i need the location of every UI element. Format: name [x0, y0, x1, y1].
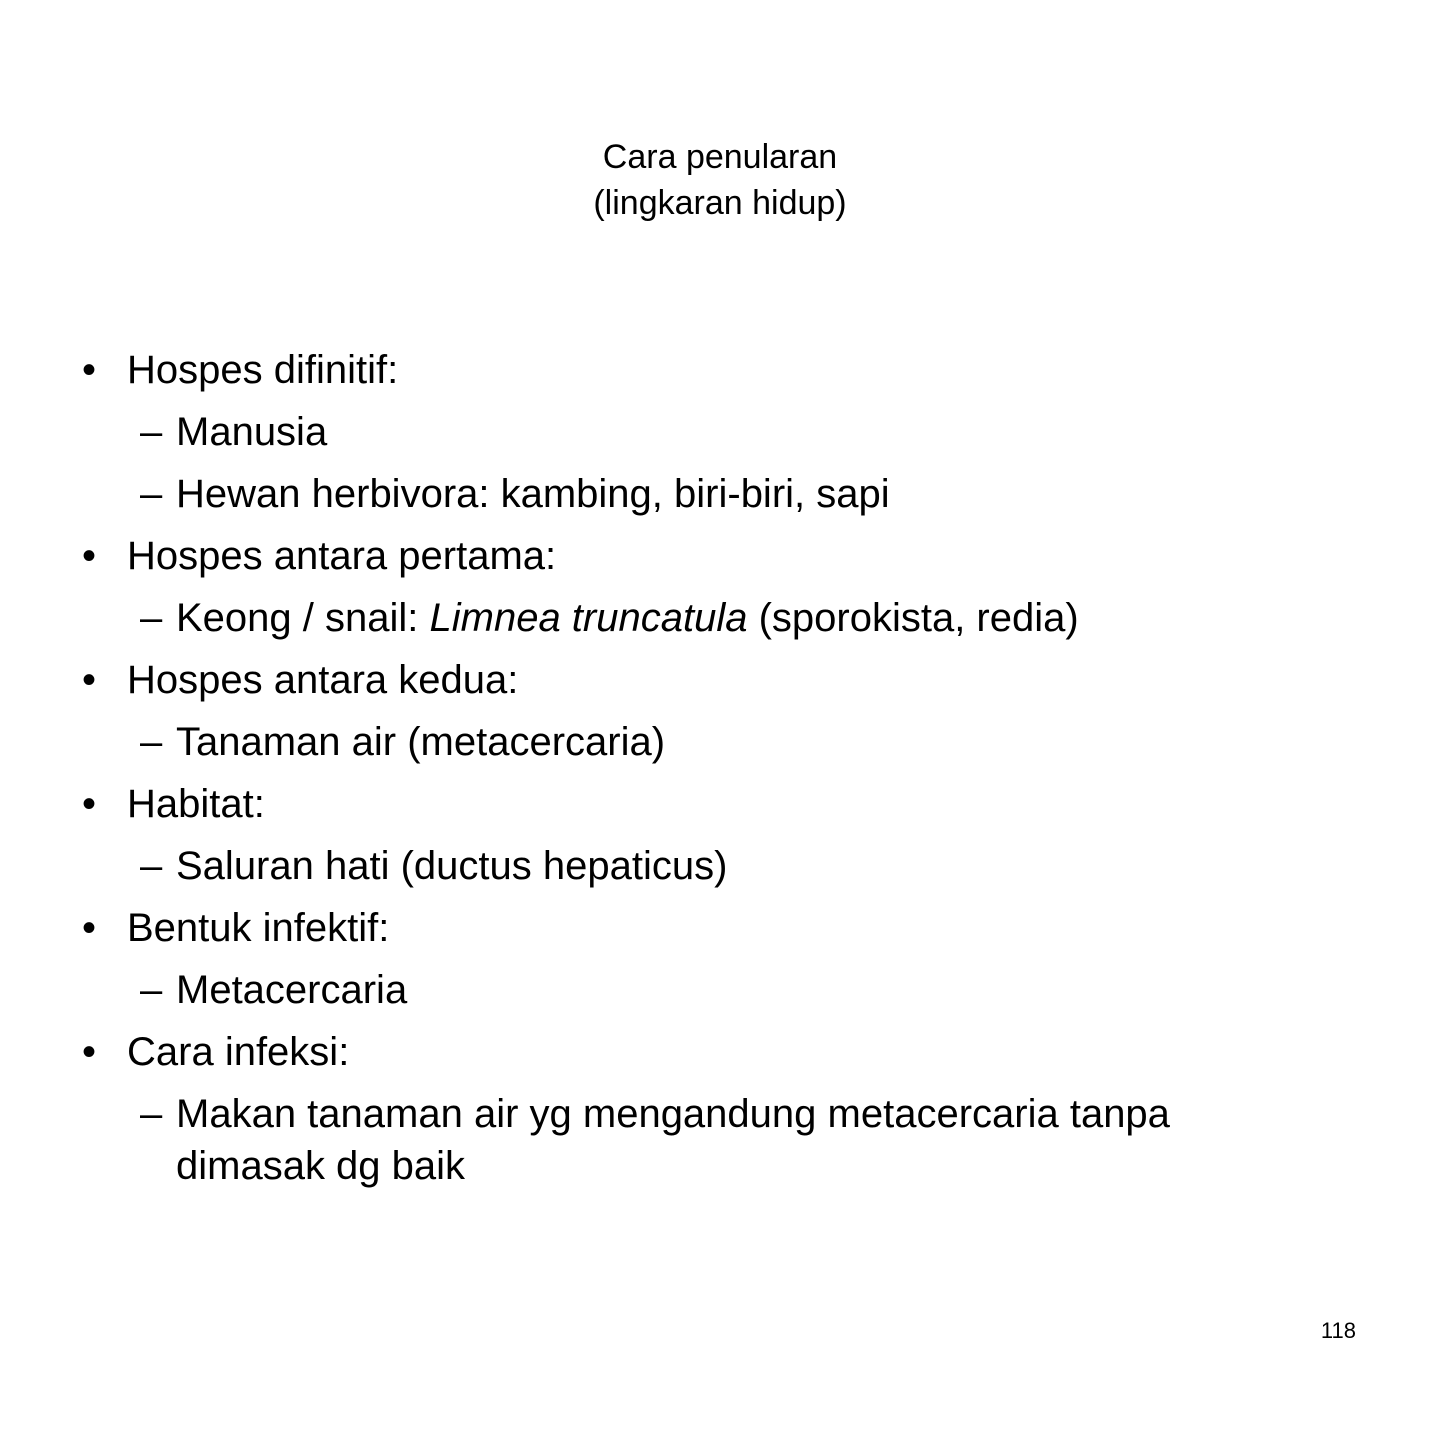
sub-item-keong-snail: [0, 587, 1440, 649]
bullet-item-hospes-difinitif: [0, 339, 1440, 401]
slide-title: [0, 134, 1440, 226]
bullet-label: Hospes difinitif:: [127, 348, 399, 392]
sub-item-text-before: Keong / snail:: [176, 596, 430, 640]
bullet-label: Bentuk infektif:: [127, 906, 390, 950]
sub-item-metacercaria: [0, 959, 1440, 1021]
dash-marker: –: [140, 720, 163, 764]
title-line-1: Cara penularan: [602, 138, 838, 176]
bullet-label: Cara infeksi:: [127, 1030, 350, 1074]
bullet-list: [0, 339, 1440, 1192]
sub-item-text: Tanaman air (metacercaria): [176, 720, 666, 764]
species-name: Limnea truncatula: [429, 596, 748, 640]
sub-item-text: Saluran hati (ductus hepaticus): [176, 844, 728, 888]
sub-item-saluran-hati: [0, 835, 1440, 897]
bullet-label: Hospes antara kedua:: [127, 658, 519, 702]
bullet-marker: •: [82, 1030, 97, 1074]
dash-marker: –: [140, 1092, 163, 1136]
bullet-label: Hospes antara pertama:: [127, 534, 557, 578]
bullet-marker: •: [82, 658, 97, 702]
sub-item-hewan-herbivora: [0, 463, 1440, 525]
sub-item-tanaman-air: [0, 711, 1440, 773]
bullet-marker: •: [82, 906, 97, 950]
page-number: 118: [1320, 1318, 1356, 1343]
sub-item-text-after: (sporokista, redia): [747, 596, 1079, 640]
bullet-item-hospes-antara-pertama: [0, 525, 1440, 587]
sub-item-makan-tanaman: [0, 1083, 1440, 1192]
dash-marker: –: [140, 410, 163, 454]
bullet-label: Habitat:: [127, 782, 265, 826]
bullet-item-habitat: [0, 773, 1440, 835]
sub-item-manusia: [0, 401, 1440, 463]
sub-item-text: Hewan herbivora: kambing, biri-biri, sapi: [176, 472, 890, 516]
dash-marker: –: [140, 596, 163, 640]
bullet-item-bentuk-infektif: [0, 897, 1440, 959]
bullet-item-cara-infeksi: [0, 1021, 1440, 1083]
bullet-marker: •: [82, 782, 97, 826]
sub-item-text: Metacercaria: [176, 968, 408, 1012]
title-line-2: (lingkaran hidup): [593, 184, 847, 222]
sub-item-text: Manusia: [176, 410, 328, 454]
dash-marker: –: [140, 844, 163, 888]
dash-marker: –: [140, 472, 163, 516]
dash-marker: –: [140, 968, 163, 1012]
bullet-item-hospes-antara-kedua: [0, 649, 1440, 711]
bullet-marker: •: [82, 534, 97, 578]
bullet-marker: •: [82, 348, 97, 392]
sub-item-text: Makan tanaman air yg mengandung metacercaria tanpa dimasak dg baik: [176, 1092, 1170, 1188]
